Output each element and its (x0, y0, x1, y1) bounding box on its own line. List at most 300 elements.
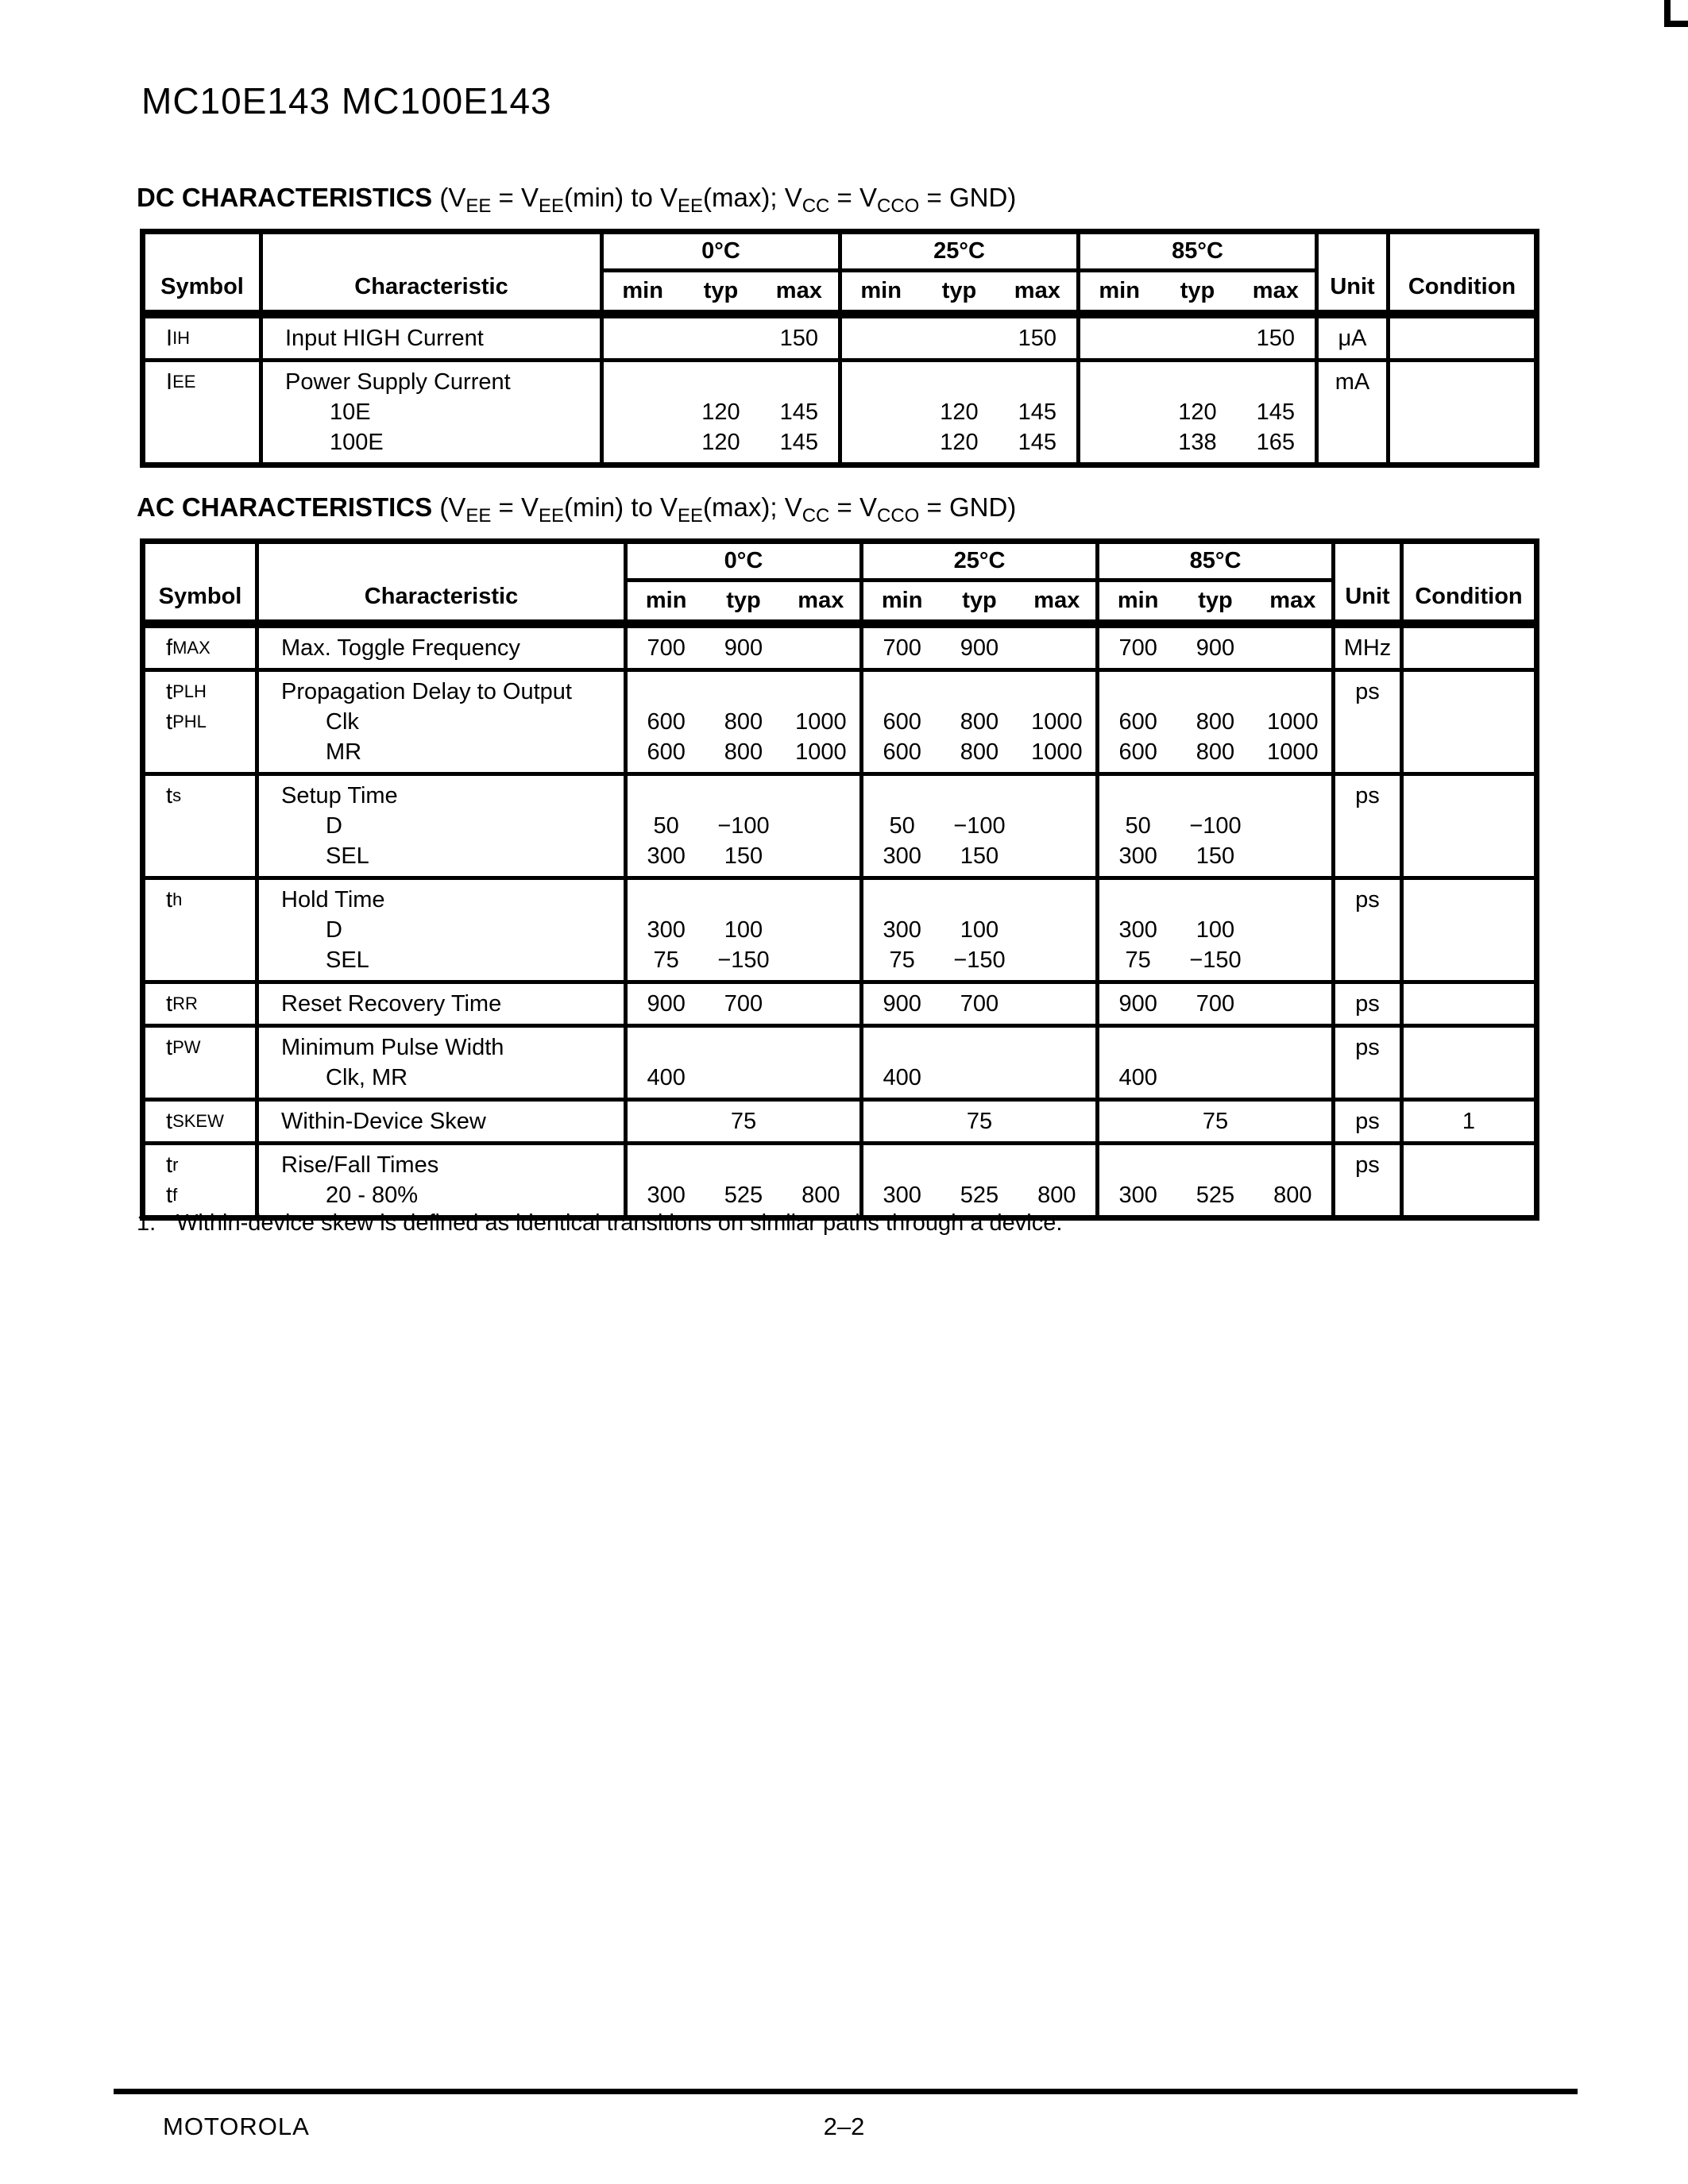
value-min: 300 (1118, 916, 1157, 943)
value-max: 800 (1273, 1182, 1312, 1208)
unit-value: ps (1355, 886, 1380, 913)
min-typ-max-row (1080, 272, 1315, 310)
value-max: 145 (1256, 399, 1296, 425)
value-max: 1000 (1031, 708, 1083, 735)
min-typ-max-row (842, 272, 1076, 310)
condition-value (1404, 885, 1534, 915)
value-line (1099, 915, 1331, 945)
value-line (863, 915, 1095, 945)
values-cell-85c (1099, 628, 1335, 668)
unit-cell (1335, 628, 1404, 668)
values-cell-25c (863, 1145, 1099, 1215)
values-cell-25c (863, 984, 1099, 1024)
value-min: 50 (1125, 812, 1151, 839)
value-line (842, 427, 1076, 457)
value-min: 900 (883, 990, 921, 1017)
value-line (863, 707, 1095, 737)
value-line (863, 1032, 1095, 1063)
value-line (863, 1180, 1095, 1210)
table-row (145, 772, 1534, 876)
subcol-min: min (1099, 278, 1140, 303)
characteristic-label: Setup Time (281, 782, 398, 808)
values-cell-0c (628, 1102, 863, 1141)
value-line (628, 737, 859, 767)
value-min: 600 (1118, 708, 1157, 735)
value-line (628, 633, 859, 663)
value-line (628, 1063, 859, 1093)
value-max: 150 (1018, 325, 1057, 351)
value-max: 165 (1256, 429, 1296, 455)
value-line (628, 1180, 859, 1210)
characteristic-label: Power Supply Current (285, 369, 511, 395)
footer-page-number: 2–2 (823, 2113, 865, 2140)
header-condition: Condition (1408, 274, 1516, 299)
value-line (863, 989, 1095, 1019)
ac-heading-condition: ($V_{EE} = V_{EE}(\min)$ to $V_{EE}(\max)$; $V_{CC} = V_{CCO} = GND$) (432, 492, 1017, 527)
unit-cell (1335, 984, 1404, 1024)
header-temp-group-0c (628, 544, 863, 619)
unit-value: mA (1335, 369, 1370, 395)
value-line (628, 945, 859, 975)
value-line (604, 397, 838, 427)
unit-value: ps (1355, 1108, 1380, 1134)
value-line (628, 811, 859, 841)
value-typ: −100 (717, 812, 770, 839)
values-cell-0c (628, 776, 863, 876)
value-line (1099, 737, 1331, 767)
value-typ: 700 (960, 990, 999, 1017)
value-typ: −150 (717, 947, 770, 973)
value-min: 600 (883, 739, 921, 765)
value-line (1080, 427, 1315, 457)
condition-cell (1404, 984, 1534, 1024)
value-line (842, 397, 1076, 427)
value-min: 50 (889, 812, 915, 839)
footnote-number: 1. (137, 1210, 156, 1236)
symbol-cell (145, 776, 259, 876)
value-typ: 138 (1178, 429, 1217, 455)
characteristic-label: 100E (330, 429, 384, 455)
value-min: 300 (883, 916, 921, 943)
unit-cell (1335, 1145, 1404, 1215)
value-line (604, 367, 838, 397)
characteristic-cell (263, 318, 604, 358)
unit-value: ps (1355, 990, 1380, 1017)
table-header-row (145, 234, 1534, 314)
subcol-typ: typ (726, 588, 761, 613)
values-cell-0c (628, 628, 863, 668)
characteristic-label: 20 - 80% (326, 1182, 419, 1208)
value-line (863, 633, 1095, 663)
value-min: 900 (647, 990, 686, 1017)
table-row (145, 1098, 1534, 1141)
value-line (863, 811, 1095, 841)
value-min: 300 (1118, 1182, 1157, 1208)
subcol-max: max (1252, 278, 1299, 303)
values-cell-0c (628, 984, 863, 1024)
footer-rule (114, 2089, 1578, 2094)
value-max: 1000 (1267, 739, 1319, 765)
values-cell-85c (1099, 672, 1335, 772)
values-cell-0c (604, 318, 842, 358)
min-typ-max-row (628, 582, 859, 619)
value-typ: 120 (1178, 399, 1217, 425)
condition-cell (1390, 362, 1534, 462)
value-min: 75 (889, 947, 915, 973)
value-max: 145 (1018, 429, 1057, 455)
symbol-cell (145, 880, 259, 980)
table-row (145, 980, 1534, 1024)
value-typ: 800 (960, 708, 999, 735)
subcol-max: max (798, 588, 844, 613)
value-typ: −150 (953, 947, 1006, 973)
unit-cell (1335, 1102, 1404, 1141)
value-max: 145 (1018, 399, 1057, 425)
value-typ: 75 (966, 1108, 993, 1134)
value-typ: 150 (724, 843, 763, 869)
value-typ: 150 (1196, 843, 1235, 869)
characteristic-label: Reset Recovery Time (281, 990, 502, 1017)
header-temp-group-0c (604, 234, 842, 310)
unit-cell (1319, 362, 1390, 462)
subcol-max: max (1033, 588, 1080, 613)
header-temp-group-25c (842, 234, 1080, 310)
value-min: 50 (653, 812, 679, 839)
condition-value (1404, 1150, 1534, 1180)
value-typ: 525 (1196, 1182, 1235, 1208)
footnote-text: Within-device skew is defined as identical transitions on similar paths through a device. (176, 1210, 1063, 1236)
values-cell-25c (863, 672, 1099, 772)
ac-characteristics-table (140, 538, 1539, 1221)
value-min: 300 (647, 843, 686, 869)
value-min: 300 (1118, 843, 1157, 869)
header-temp-group-85c (1099, 544, 1335, 619)
value-line (1099, 1106, 1331, 1136)
value-line (1099, 633, 1331, 663)
value-max: 1000 (795, 708, 847, 735)
value-line (628, 989, 859, 1019)
value-min: 400 (647, 1064, 686, 1090)
dc-heading-condition: ($V_{EE} = V_{EE}(\min)$ to $V_{EE}(\max)$; $V_{CC} = V_{CCO} = GND$) (432, 183, 1017, 217)
value-line (863, 737, 1095, 767)
value-typ: 800 (960, 739, 999, 765)
condition-value (1404, 677, 1534, 707)
characteristic-cell (259, 628, 628, 668)
value-typ: 75 (730, 1108, 757, 1134)
values-cell-85c (1080, 318, 1319, 358)
value-min: 75 (653, 947, 679, 973)
temp-label: 25°C (842, 234, 1076, 272)
header-unit: Unit (1319, 234, 1390, 310)
symbol: t PLH (166, 678, 207, 704)
value-line (1099, 707, 1331, 737)
symbol: I IH (166, 325, 191, 351)
values-cell-85c (1080, 362, 1319, 462)
subcol-min: min (622, 278, 663, 303)
temp-label: 0°C (604, 234, 838, 272)
min-typ-max-row (863, 582, 1095, 619)
symbol: t r (166, 1152, 179, 1178)
header-condition: Condition (1415, 584, 1523, 609)
characteristic-label: Clk, MR (326, 1064, 408, 1090)
values-cell-0c (628, 1028, 863, 1098)
characteristic-cell (259, 880, 628, 980)
value-line (863, 841, 1095, 871)
value-typ: 700 (724, 990, 763, 1017)
value-line (628, 707, 859, 737)
condition-cell (1404, 672, 1534, 772)
values-cell-85c (1099, 776, 1335, 876)
symbol-cell (145, 672, 259, 772)
condition-value (1390, 367, 1534, 397)
unit-value: MHz (1343, 635, 1392, 661)
condition-cell (1404, 1028, 1534, 1098)
value-line (1099, 1063, 1331, 1093)
characteristic-label: Hold Time (281, 886, 385, 913)
value-min: 75 (1125, 947, 1151, 973)
value-typ: 900 (960, 635, 999, 661)
values-cell-85c (1099, 1028, 1335, 1098)
symbol: t f (166, 1182, 178, 1208)
condition-cell (1390, 318, 1534, 358)
value-min: 700 (1118, 635, 1157, 661)
unit-value: ps (1355, 1034, 1380, 1060)
value-line (628, 1106, 859, 1136)
subcol-min: min (645, 588, 687, 613)
value-line (1099, 989, 1331, 1019)
characteristic-label: Rise/Fall Times (281, 1152, 439, 1178)
value-line (628, 677, 859, 707)
value-typ: 800 (724, 739, 763, 765)
value-line (863, 1150, 1095, 1180)
value-line (1099, 1180, 1331, 1210)
symbol-cell (145, 628, 259, 668)
table-row (145, 668, 1534, 772)
value-line (1099, 841, 1331, 871)
value-typ: −150 (1189, 947, 1242, 973)
condition-value (1404, 633, 1534, 663)
dc-characteristics-table (140, 229, 1539, 468)
ac-heading-title: AC CHARACTERISTICS (137, 492, 433, 522)
values-cell-25c (863, 1028, 1099, 1098)
value-line (863, 781, 1095, 811)
values-cell-25c (842, 362, 1080, 462)
symbol: t PW (166, 1034, 201, 1060)
table-row (145, 624, 1534, 668)
symbol: t h (166, 886, 183, 913)
values-cell-0c (628, 880, 863, 980)
value-line (842, 367, 1076, 397)
value-line (628, 841, 859, 871)
unit-cell (1335, 880, 1404, 980)
table-row (145, 358, 1534, 462)
value-line (1099, 677, 1331, 707)
temp-label: 85°C (1099, 544, 1331, 582)
value-typ: 525 (724, 1182, 763, 1208)
value-max: 800 (802, 1182, 840, 1208)
value-min: 600 (883, 708, 921, 735)
values-cell-25c (863, 1102, 1099, 1141)
value-line (863, 885, 1095, 915)
value-line (604, 427, 838, 457)
condition-value (1390, 323, 1534, 353)
value-typ: 800 (724, 708, 763, 735)
value-line (1099, 1032, 1331, 1063)
symbol: t RR (166, 990, 198, 1017)
value-min: 400 (883, 1064, 921, 1090)
subcol-typ: typ (703, 278, 739, 303)
corner-mark-horizontal (1664, 21, 1688, 27)
value-line (1099, 1150, 1331, 1180)
symbol-cell (145, 318, 263, 358)
characteristic-cell (259, 1145, 628, 1215)
value-typ: 120 (940, 399, 979, 425)
header-characteristic: Characteristic (259, 544, 628, 619)
condition-value: 1 (1462, 1108, 1476, 1134)
value-max: 150 (779, 325, 819, 351)
symbol-cell (145, 984, 259, 1024)
footnote (137, 1210, 1062, 1237)
subcol-typ: typ (962, 588, 997, 613)
symbol-cell (145, 1102, 259, 1141)
value-typ: 900 (724, 635, 763, 661)
values-cell-85c (1099, 1102, 1335, 1141)
value-typ: 120 (701, 429, 740, 455)
condition-value (1404, 781, 1534, 811)
value-min: 400 (1118, 1064, 1157, 1090)
value-line (1080, 367, 1315, 397)
subcol-max: max (1269, 588, 1316, 613)
symbol-cell (145, 1028, 259, 1098)
value-line (863, 945, 1095, 975)
characteristic-cell (259, 672, 628, 772)
symbol: I EE (166, 369, 196, 395)
value-line (628, 885, 859, 915)
value-line (628, 781, 859, 811)
header-characteristic: Characteristic (263, 234, 604, 310)
values-cell-25c (863, 628, 1099, 668)
values-cell-85c (1099, 1145, 1335, 1215)
value-typ: 150 (960, 843, 999, 869)
subcol-min: min (1117, 588, 1159, 613)
table-row (145, 1141, 1534, 1215)
page-title: MC10E143 MC100E143 (141, 80, 552, 122)
subcol-typ: typ (941, 278, 977, 303)
condition-value (1404, 1032, 1534, 1063)
values-cell-85c (1099, 984, 1335, 1024)
values-cell-0c (604, 362, 842, 462)
value-typ: 100 (960, 916, 999, 943)
values-cell-25c (842, 318, 1080, 358)
value-min: 600 (1118, 739, 1157, 765)
table-row (145, 876, 1534, 980)
value-typ: 900 (1196, 635, 1235, 661)
value-line (1099, 811, 1331, 841)
value-min: 300 (647, 916, 686, 943)
value-typ: −100 (953, 812, 1006, 839)
characteristic-label: D (326, 916, 342, 943)
values-cell-25c (863, 880, 1099, 980)
symbol: f MAX (166, 635, 211, 661)
characteristic-label: Propagation Delay to Output (281, 678, 572, 704)
footer-brand: MOTOROLA (163, 2113, 310, 2140)
value-line (842, 323, 1076, 353)
value-max: 145 (779, 399, 819, 425)
unit-value: ps (1355, 782, 1380, 808)
value-typ: 800 (1196, 708, 1235, 735)
value-line (628, 915, 859, 945)
value-typ: 800 (1196, 739, 1235, 765)
value-typ: −100 (1189, 812, 1242, 839)
value-max: 145 (779, 429, 819, 455)
value-line (1099, 781, 1331, 811)
value-min: 300 (647, 1182, 686, 1208)
unit-value: ps (1355, 678, 1380, 704)
subcol-max: max (1014, 278, 1060, 303)
table-row (145, 1024, 1534, 1098)
value-min: 600 (647, 739, 686, 765)
dc-characteristics-heading (137, 183, 1017, 217)
value-line (604, 323, 838, 353)
value-min: 300 (883, 1182, 921, 1208)
characteristic-cell (263, 362, 604, 462)
value-line (1080, 397, 1315, 427)
condition-cell (1404, 1145, 1534, 1215)
value-min: 600 (647, 708, 686, 735)
value-line (1080, 323, 1315, 353)
value-typ: 100 (1196, 916, 1235, 943)
characteristic-cell (259, 1028, 628, 1098)
value-min: 700 (647, 635, 686, 661)
characteristic-label: SEL (326, 843, 369, 869)
unit-cell (1319, 318, 1390, 358)
subcol-typ: typ (1180, 278, 1215, 303)
value-max: 800 (1037, 1182, 1076, 1208)
header-symbol: Symbol (145, 544, 259, 619)
subcol-min: min (860, 278, 902, 303)
symbol-cell (145, 1145, 259, 1215)
value-max: 1000 (1267, 708, 1319, 735)
value-min: 300 (883, 843, 921, 869)
temp-label: 0°C (628, 544, 859, 582)
characteristic-label: Clk (326, 708, 359, 735)
characteristic-cell (259, 1102, 628, 1141)
subcol-max: max (775, 278, 822, 303)
table-row (145, 314, 1534, 358)
symbol-cell (145, 362, 263, 462)
header-unit: Unit (1335, 544, 1404, 619)
condition-cell (1404, 880, 1534, 980)
characteristic-cell (259, 776, 628, 876)
value-line (628, 1150, 859, 1180)
characteristic-label: MR (326, 739, 362, 765)
value-line (1099, 945, 1331, 975)
header-temp-group-85c (1080, 234, 1319, 310)
value-line (628, 1032, 859, 1063)
characteristic-label: Input HIGH Current (285, 325, 484, 351)
unit-cell (1335, 672, 1404, 772)
unit-value: ps (1355, 1152, 1380, 1178)
characteristic-label: Minimum Pulse Width (281, 1034, 504, 1060)
condition-cell (1404, 776, 1534, 876)
condition-cell (1404, 1102, 1534, 1141)
characteristic-label: Within-Device Skew (281, 1108, 486, 1134)
value-min: 700 (883, 635, 921, 661)
header-symbol: Symbol (145, 234, 263, 310)
symbol: t PHL (166, 708, 207, 735)
value-max: 1000 (1031, 739, 1083, 765)
subcol-typ: typ (1198, 588, 1233, 613)
